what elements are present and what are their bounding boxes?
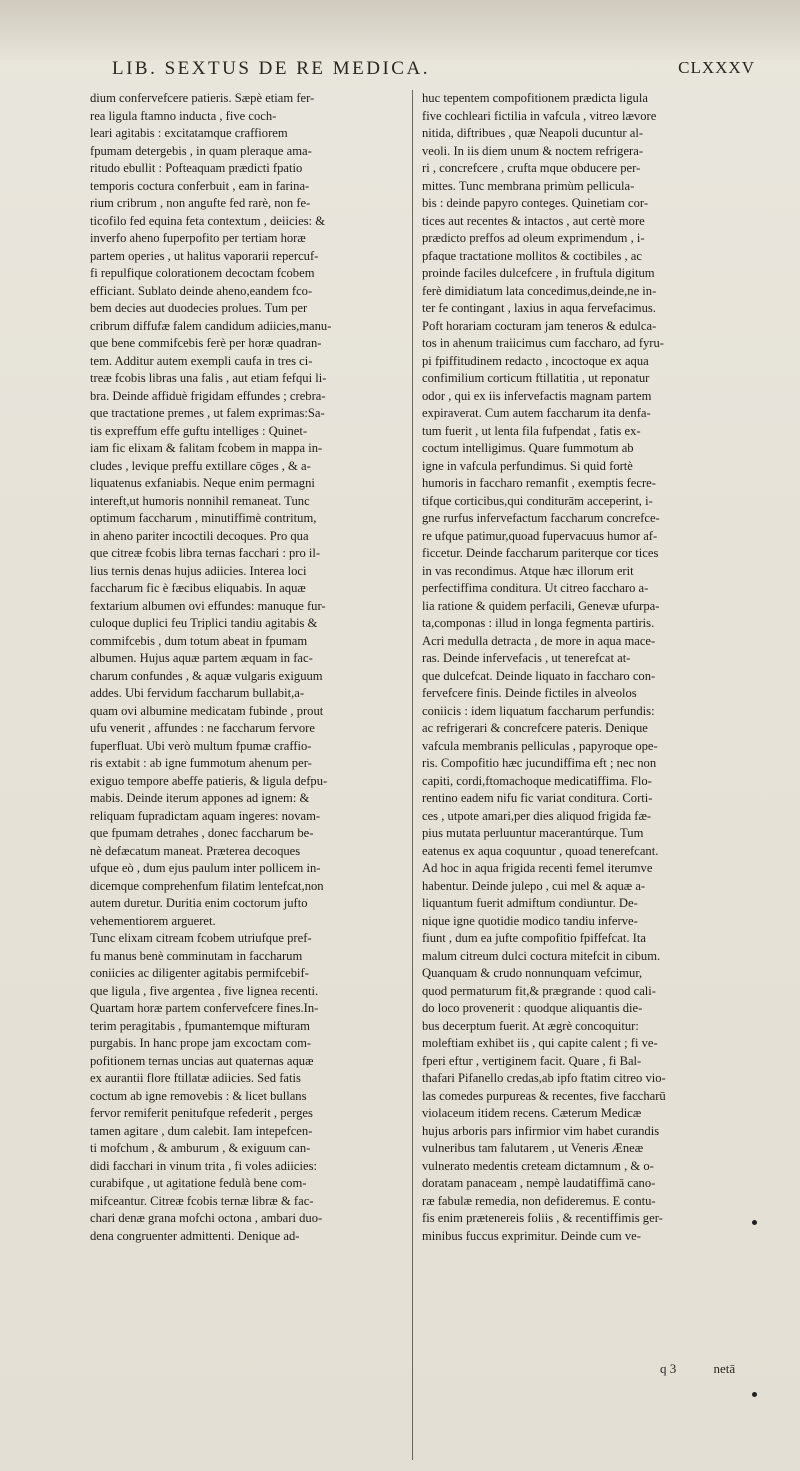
text-line: ex aurantii flore ftillatæ adiicies. Sed fatis	[90, 1071, 301, 1085]
text-line: purgabis. In hanc prope jam excoctam com-	[90, 1036, 312, 1050]
text-line: ufque eò , dum ejus paulum inter pollicem in-	[90, 861, 321, 875]
text-line: ficcetur. Deinde faccharum pariterque cor tices	[422, 546, 659, 560]
page-fold-shadow	[0, 0, 800, 60]
text-line: coctum intelligimus. Quare fummotum ab	[422, 441, 634, 455]
text-line: vulneribus tam falutarem , ut Veneris Æneæ	[422, 1141, 644, 1155]
right-text-column	[422, 90, 740, 1245]
text-line: vehementiorem argueret.	[90, 913, 216, 928]
text-line: curabifque , ut agitatione fedulà bene com-	[90, 1176, 307, 1190]
text-line: in vas recondimus. Atque hæc illorum erit	[422, 563, 634, 578]
text-line: que fpumam detrahes , donec faccharum be-	[90, 826, 314, 840]
text-line: cludes , levique preffu extillare cōges , & a-	[90, 458, 311, 473]
text-line: mabis. Deinde iterum appones ad ignem: &	[90, 791, 310, 805]
text-line: ras. Deinde infervefacis , ut tenerefcat at-	[422, 651, 631, 665]
text-line: cribrum diffufæ falem candidum adiicies,manu-	[90, 318, 332, 333]
text-line: Tunc elixam citream fcobem utriufque pref-	[90, 931, 312, 945]
running-header	[0, 58, 800, 86]
text-line: bis : deinde papyro conteges. Quinetiam cor-	[422, 196, 649, 210]
text-line: dicemque comprehenfum filatim lentefcat,non	[90, 878, 324, 893]
text-line: chari denæ grana mofchi octona , ambari duo-	[90, 1211, 323, 1225]
text-line: coniicis : idem liquatum faccharum perfundis:	[422, 703, 655, 718]
ink-blot	[752, 1392, 757, 1397]
text-line: dena congruenter admittenti. Denique ad-	[90, 1228, 300, 1243]
text-line: terim peragitabis , fpumantemque mifturam	[90, 1018, 310, 1033]
text-line: doratam panaceam , nempè laudatiffimā cano-	[422, 1176, 656, 1190]
text-line: ferè dimidiatum lata concedimus,deinde,ne in-	[422, 283, 657, 298]
text-line: vulnerato medentis creteam dictamnum , & o-	[422, 1158, 654, 1173]
text-line: reliquam fupradictam aquam ingeres: novam-	[90, 808, 321, 823]
text-line: violaceum itidem recens. Cæterum Medicæ	[422, 1106, 642, 1120]
text-line: que citreæ fcobis libra ternas facchari : pro il-	[90, 546, 321, 560]
text-line: addes. Ubi fervidum faccharum bullabit,a-	[90, 686, 305, 700]
signature-text: q 3	[660, 1361, 677, 1376]
text-line: iam fic elixam & falitam fcobem in mappa in-	[90, 441, 323, 455]
text-line: re ufque patimur,quoad fupervacuus humor af-	[422, 528, 658, 543]
text-line: culoque duplici feu Triplici tandiu agitabis &	[90, 616, 318, 630]
running-title: LIB. SEXTUS DE RE MEDICA.	[112, 58, 430, 79]
text-line: veoli. In iis diem unum & noctem refrigera-	[422, 143, 644, 158]
text-line: gne rurfus infervefactum faccharum concrefce-	[422, 511, 660, 525]
text-line: nitida, diftribues , quæ Neapoli ducuntur al-	[422, 126, 644, 140]
ink-blot	[752, 1220, 757, 1225]
text-line: humoris in faccharo remanfit , exemptis fecre-	[422, 476, 656, 490]
text-line: ces , utpote amari,per dies aliquod frigida fæ-	[422, 808, 652, 823]
text-line: fervefcere finis. Deinde fictiles in alveolos	[422, 686, 637, 700]
text-line: bus decerptum fuerit. At ægrè concoquitur:	[422, 1018, 639, 1033]
text-line: treæ fcobis libras una falis , aut etiam fefqui li-	[90, 371, 327, 385]
text-line: ti mofchum , & amburum , & exiguum can-	[90, 1141, 311, 1155]
text-line: liquatenus exfaniabis. Neque enim permagni	[90, 476, 315, 490]
text-line: bra. Deinde affiduè frigidam effundes ; crebra-	[90, 388, 326, 403]
text-line: que tractatione premes , ut falem exprimas:Sa-	[90, 406, 325, 420]
text-line: que ligula , five argentea , five lignea recenti.	[90, 983, 319, 998]
text-line: fuperfluat. Ubi verò multum fpumæ craffio-	[90, 738, 312, 753]
text-line: liquantum fuerit admiftum condiuntur. De-	[422, 896, 638, 910]
text-line: capiti, cordi,ftomachoque medicatiffima. Flo-	[422, 773, 652, 788]
text-line: pfaque tractatione mollitos & coctibiles , ac	[422, 248, 642, 263]
text-line: ri , concrefcere , crufta mque obducere per-	[422, 161, 641, 175]
text-line: ris. Compofitio hæc jucundiffima eft ; nec non	[422, 756, 657, 770]
text-line: rium cribrum , non angufte fed rarè, non fe-	[90, 196, 311, 210]
text-line: rentino eadem nifu fic variat conditura. Corti-	[422, 791, 653, 805]
text-line: ac refrigerari & concrefcere pateris. Denique	[422, 721, 648, 735]
text-line: nè defæcatum maneat. Præterea decoques	[90, 843, 301, 858]
text-line: hujus arboris pars infirmior vim habet curandis	[422, 1123, 660, 1138]
text-line: fi repulfique colorationem decoctam fcobem	[90, 266, 315, 280]
text-line: Ad hoc in aqua frigida recenti femel iterumve	[422, 861, 653, 875]
folio-number: CLXXXV	[678, 58, 755, 77]
text-line: ticofilo fed equina feta contextum , deiicies: &	[90, 213, 326, 228]
text-line: ufu venerit , affundes : ne faccharum fervore	[90, 721, 315, 735]
text-line: rea ligula ftamno inducta , five coch-	[90, 108, 277, 123]
text-line: eatenus ex aqua coquuntur , quoad tenerefcant.	[422, 843, 659, 858]
text-line: fextarium albumen ovi effundes: manuque fur-	[90, 598, 326, 613]
text-line: autem duretur. Duritia enim coctorum jufto	[90, 896, 308, 910]
text-line: prædicto preffos ad oleum exprimendum , i-	[422, 231, 645, 245]
text-line: inverfo aheno fuperpofito per tertiam horæ	[90, 231, 306, 245]
text-line: ta,componas : illud in longa fegmenta partiris.	[422, 616, 655, 630]
text-line: leari agitabis : excitatamque craffiorem	[90, 126, 288, 140]
text-line: tamen agitare , dum calebit. Iam intepefcen-	[90, 1123, 313, 1138]
text-line: charum confundes , & aquæ vulgaris exiguum	[90, 668, 323, 683]
text-line: faccharum fic è fæcibus eliquabis. In aquæ	[90, 581, 306, 595]
text-line: que dulcefcat. Deinde liquato in faccharo con-	[422, 668, 656, 683]
text-line: fpumam detergebis , in quam pleraque ama-	[90, 143, 312, 158]
text-line: Poft horariam cocturam jam teneros & edulca-	[422, 318, 657, 333]
text-line: odor , qui ex iis infervefactis magnam partem	[422, 388, 652, 403]
text-line: tis expreffum effe guftu intelliges : Quinet-	[90, 423, 308, 438]
text-line: tices aut recentes & intactos , aut certè more	[422, 213, 645, 228]
text-line: fiunt , dum ea jufte compofitio fpiffefcat. Ita	[422, 931, 646, 945]
text-line: Quanquam & crudo nonnunquam vefcimur,	[422, 966, 643, 980]
text-line: ræ fabulæ remedia, non defideremus. E contu-	[422, 1193, 656, 1208]
text-line: tem. Additur autem exempli caufa in tres ci-	[90, 353, 313, 368]
text-line: pi fpiffitudinem redacto , incoctoque ex aqua	[422, 353, 649, 368]
text-line: lius ternis denas hujus adiicies. Interea loci	[90, 563, 307, 578]
text-line: igne in vafcula perfundimus. Si quid fortè	[422, 458, 633, 473]
text-line: intereft,ut humoris nonnihil remaneat. Tunc	[90, 493, 310, 508]
text-line: coniicies ac diligenter agitabis permifcebif-	[90, 966, 309, 980]
text-line: Acri medulla detracta , de more in aqua mace-	[422, 633, 656, 648]
text-line: albumen. Hujus aquæ partem æquam in fac-	[90, 651, 313, 665]
text-line: minibus fuccus exprimitur. Deinde cum ve-	[422, 1228, 641, 1243]
column-divider	[412, 90, 413, 1460]
text-line: tos in ahenum traiicimus cum faccharo, ad fyru-	[422, 336, 664, 350]
text-line: proinde faciles dulcefcere , in fruftula digitum	[422, 266, 655, 280]
text-line: vafcula membranis pelliculas , papyroque ope-	[422, 738, 658, 753]
text-line: quod permaturum fit,& prægrande : quod cali-	[422, 983, 656, 998]
text-line: fervor remiferit penitufque refederit , perges	[90, 1106, 313, 1120]
text-line: ter fe contingant , laxius in aqua fervefacimus.	[422, 301, 656, 315]
text-line: habentur. Deinde julepo , cui mel & aquæ a-	[422, 878, 646, 893]
text-line: thafari Pifanello credas,ab ipfo ftatim citreo vio-	[422, 1071, 666, 1085]
left-text-column	[90, 90, 405, 1245]
text-line: optimum faccharum , minutiffimè contritum,	[90, 511, 317, 525]
text-line: mifceantur. Citreæ fcobis ternæ libræ & fac-	[90, 1193, 314, 1208]
text-line: commifcebis , dum totum abeat in fpumam	[90, 633, 308, 648]
text-line: bem decies aut duodecies prolues. Tum per	[90, 301, 308, 315]
text-line: moleftiam exhibet iis , qui capite calent ; fi ve-	[422, 1036, 658, 1050]
text-line: pofitionem ternas uncias aut quaternas aquæ	[90, 1053, 314, 1068]
text-line: Quartam horæ partem confervefcere fines.In-	[90, 1001, 319, 1015]
text-line: exiguo tempore abeffe patieris, & ligula defpu-	[90, 773, 328, 788]
text-line: malum citreum dulci coctura mitefcit in cibum.	[422, 948, 661, 963]
text-line: tum fuerit , ut lenta fila fufpendat , fatis ex-	[422, 423, 641, 438]
text-line: partem operies , ut halitus vaporarii repercuf-	[90, 248, 319, 263]
text-line: confimilium corticum ftillatitia , ut reponatur	[422, 371, 650, 385]
text-line: huc tepentem compofitionem prædicta ligula	[422, 91, 648, 105]
text-line: mittes. Tunc membrana primùm pellicula-	[422, 178, 635, 193]
text-line: didi facchari in vinum trita , fi voles adiicies:	[90, 1158, 317, 1173]
text-line: expiraverat. Cum autem faccharum ita denfa-	[422, 406, 651, 420]
text-line: que bene commifcebis ferè per horæ quadran-	[90, 336, 322, 350]
text-line: fu manus benè comminutam in faccharum	[90, 948, 303, 963]
text-line: five cochleari fictilia in vafcula , vitreo lævore	[422, 108, 657, 123]
text-line: coctum ab igne removebis : & licet bullans	[90, 1088, 307, 1103]
signature-mark	[660, 1361, 735, 1377]
text-line: quam ovi albumine medicatam fubinde , prout	[90, 703, 324, 718]
text-line: in aheno pariter incoctili decoques. Pro qua	[90, 528, 309, 543]
text-line: perfectiffima conditura. Ut citreo faccharo a-	[422, 581, 649, 595]
text-line: lia ratione & quidem perfacili, Genevæ ufurpa-	[422, 598, 660, 613]
text-line: tifque corticibus,qui conditurām acceperint, i-	[422, 493, 653, 508]
text-line: efficiant. Sublato deinde aheno,eandem fco-	[90, 283, 313, 298]
text-line: temporis coctura conferbuit , eam in farina-	[90, 178, 310, 193]
catchword: netā	[713, 1361, 736, 1376]
text-line: nique igne quotidie modico tandiu inferve-	[422, 913, 638, 928]
text-line: do loco provenerit : quodque aliquantis die-	[422, 1001, 643, 1015]
text-line: ris extabit : ab igne fummotum ahenum per-	[90, 756, 312, 770]
text-line: ritudo ebullit : Pofteaquam prædicti fpatio	[90, 161, 303, 175]
text-line: fis enim prætenereis foliis , & recentiffimis ger-	[422, 1211, 663, 1225]
text-line: las comedes purpureas & recentes, five faccharū	[422, 1088, 666, 1103]
text-line: pius mutata perluuntur macerantúrque. Tum	[422, 826, 644, 840]
text-line: dium confervefcere patieris. Sæpè etiam fer-	[90, 91, 315, 105]
text-line: fperi eftur , vertiginem facit. Quare , fi Bal-	[422, 1053, 642, 1068]
